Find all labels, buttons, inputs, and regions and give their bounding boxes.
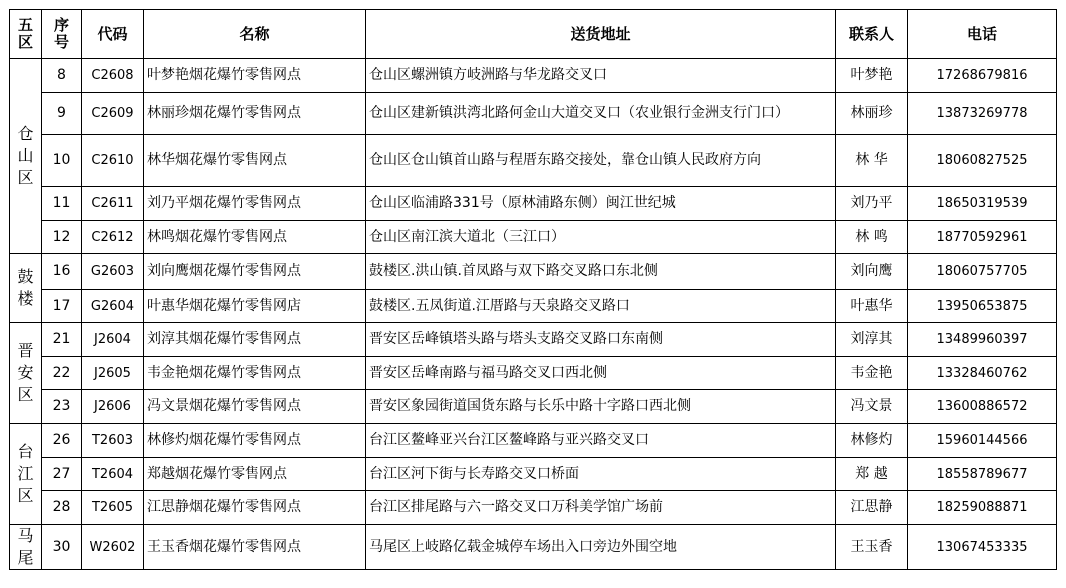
district-label: 仓山区: [17, 124, 34, 187]
header-address: 送货地址: [366, 10, 836, 59]
address-cell: 晋安区岳峰南路与福马路交叉口西北侧: [366, 357, 836, 390]
contact-cell: 林 鸣: [836, 221, 908, 254]
address-cell: 晋安区岳峰镇塔头路与塔头支路交叉路口东南侧: [366, 323, 836, 357]
district-cell: [10, 323, 42, 424]
address-cell: 仓山区螺洲镇方岐洲路与华龙路交叉口: [366, 59, 836, 93]
phone-cell: 13600886572: [908, 390, 1057, 424]
table-row: [10, 390, 1057, 424]
header-phone: 电话: [908, 10, 1057, 59]
seq-cell: 28: [42, 491, 82, 525]
name-cell: 叶惠华烟花爆竹零售网店: [144, 290, 366, 323]
code-cell: J2606: [82, 390, 144, 424]
address-cell: 台江区鳌峰亚兴台江区鳌峰路与亚兴路交叉口: [366, 424, 836, 458]
address-cell: 台江区河下街与长寿路交叉口桥面: [366, 458, 836, 491]
code-cell: C2610: [82, 135, 144, 187]
table-row: [10, 357, 1057, 390]
name-cell: 江思静烟花爆竹零售网点: [144, 491, 366, 525]
phone-cell: 17268679816: [908, 59, 1057, 93]
district-label: 鼓楼: [17, 267, 34, 308]
table-row: [10, 221, 1057, 254]
address-cell: 仓山区南江滨大道北（三江口）: [366, 221, 836, 254]
phone-cell: 13950653875: [908, 290, 1057, 323]
address-cell: 马尾区上岐路亿载金城停车场出入口旁边外围空地: [366, 525, 836, 570]
district-label: 晋安区: [17, 341, 34, 404]
name-cell: 林华烟花爆竹零售网点: [144, 135, 366, 187]
contact-cell: 林丽珍: [836, 93, 908, 135]
seq-cell: 26: [42, 424, 82, 458]
header-name: 名称: [144, 10, 366, 59]
table-row: [10, 491, 1057, 525]
phone-cell: 13873269778: [908, 93, 1057, 135]
contact-cell: 叶梦艳: [836, 59, 908, 93]
name-cell: 王玉香烟花爆竹零售网点: [144, 525, 366, 570]
phone-cell: 18558789677: [908, 458, 1057, 491]
name-cell: 郑越烟花爆竹零售网点: [144, 458, 366, 491]
phone-cell: 18060757705: [908, 254, 1057, 290]
code-cell: T2603: [82, 424, 144, 458]
name-cell: 刘淳其烟花爆竹零售网点: [144, 323, 366, 357]
seq-cell: 10: [42, 135, 82, 187]
code-cell: W2602: [82, 525, 144, 570]
table-row: [10, 135, 1057, 187]
seq-cell: 12: [42, 221, 82, 254]
seq-cell: 16: [42, 254, 82, 290]
table-row: [10, 290, 1057, 323]
code-cell: G2604: [82, 290, 144, 323]
code-cell: C2612: [82, 221, 144, 254]
seq-cell: 23: [42, 390, 82, 424]
district-cell: [10, 59, 42, 254]
address-cell: 仓山区临浦路331号（原林浦路东侧）闽江世纪城: [366, 187, 836, 221]
seq-cell: 8: [42, 59, 82, 93]
district-label: 马尾: [17, 526, 34, 567]
contact-cell: 叶惠华: [836, 290, 908, 323]
contact-cell: 王玉香: [836, 525, 908, 570]
address-cell: 晋安区象园街道国货东路与长乐中路十字路口西北侧: [366, 390, 836, 424]
retail-outlet-table: [9, 9, 1057, 570]
contact-cell: 林修灼: [836, 424, 908, 458]
phone-cell: 18060827525: [908, 135, 1057, 187]
table-row: [10, 424, 1057, 458]
name-cell: 林修灼烟花爆竹零售网点: [144, 424, 366, 458]
seq-cell: 22: [42, 357, 82, 390]
phone-cell: 13067453335: [908, 525, 1057, 570]
seq-cell: 11: [42, 187, 82, 221]
seq-cell: 21: [42, 323, 82, 357]
table-row: [10, 323, 1057, 357]
seq-cell: 27: [42, 458, 82, 491]
code-cell: T2605: [82, 491, 144, 525]
name-cell: 林丽珍烟花爆竹零售网点: [144, 93, 366, 135]
code-cell: C2611: [82, 187, 144, 221]
header-seq: 序号: [42, 10, 82, 59]
code-cell: T2604: [82, 458, 144, 491]
phone-cell: 13489960397: [908, 323, 1057, 357]
code-cell: J2605: [82, 357, 144, 390]
table-row: [10, 93, 1057, 135]
contact-cell: 刘乃平: [836, 187, 908, 221]
seq-cell: 30: [42, 525, 82, 570]
district-cell: [10, 525, 42, 570]
district-cell: [10, 424, 42, 525]
contact-cell: 冯文景: [836, 390, 908, 424]
header-code: 代码: [82, 10, 144, 59]
table-row: [10, 525, 1057, 570]
code-cell: C2609: [82, 93, 144, 135]
contact-cell: 郑 越: [836, 458, 908, 491]
district-cell: [10, 254, 42, 323]
address-cell: 台江区排尾路与六一路交叉口万科美学馆广场前: [366, 491, 836, 525]
name-cell: 冯文景烟花爆竹零售网点: [144, 390, 366, 424]
name-cell: 韦金艳烟花爆竹零售网点: [144, 357, 366, 390]
seq-cell: 9: [42, 93, 82, 135]
code-cell: J2604: [82, 323, 144, 357]
name-cell: 林鸣烟花爆竹零售网点: [144, 221, 366, 254]
contact-cell: 江思静: [836, 491, 908, 525]
phone-cell: 18770592961: [908, 221, 1057, 254]
address-cell: 鼓楼区.洪山镇.首凤路与双下路交叉路口东北侧: [366, 254, 836, 290]
header-contact: 联系人: [836, 10, 908, 59]
name-cell: 叶梦艳烟花爆竹零售网点: [144, 59, 366, 93]
code-cell: C2608: [82, 59, 144, 93]
address-cell: 鼓楼区.五凤街道.江厝路与天泉路交叉路口: [366, 290, 836, 323]
contact-cell: 刘向鹰: [836, 254, 908, 290]
contact-cell: 韦金艳: [836, 357, 908, 390]
contact-cell: 刘淳其: [836, 323, 908, 357]
phone-cell: 18259088871: [908, 491, 1057, 525]
table-row: [10, 458, 1057, 491]
table-row: [10, 187, 1057, 221]
address-cell: 仓山区仓山镇首山路与程厝东路交接处，靠仓山镇人民政府方向: [366, 135, 836, 187]
header-district: 五区: [10, 10, 42, 59]
district-label: 台江区: [17, 442, 34, 505]
contact-cell: 林 华: [836, 135, 908, 187]
phone-cell: 13328460762: [908, 357, 1057, 390]
seq-cell: 17: [42, 290, 82, 323]
name-cell: 刘向鹰烟花爆竹零售网点: [144, 254, 366, 290]
address-cell: 仓山区建新镇洪湾北路何金山大道交叉口（农业银行金洲支行门口）: [366, 93, 836, 135]
header-row: [10, 10, 1057, 59]
phone-cell: 15960144566: [908, 424, 1057, 458]
table-row: [10, 254, 1057, 290]
phone-cell: 18650319539: [908, 187, 1057, 221]
name-cell: 刘乃平烟花爆竹零售网点: [144, 187, 366, 221]
table-row: [10, 59, 1057, 93]
code-cell: G2603: [82, 254, 144, 290]
